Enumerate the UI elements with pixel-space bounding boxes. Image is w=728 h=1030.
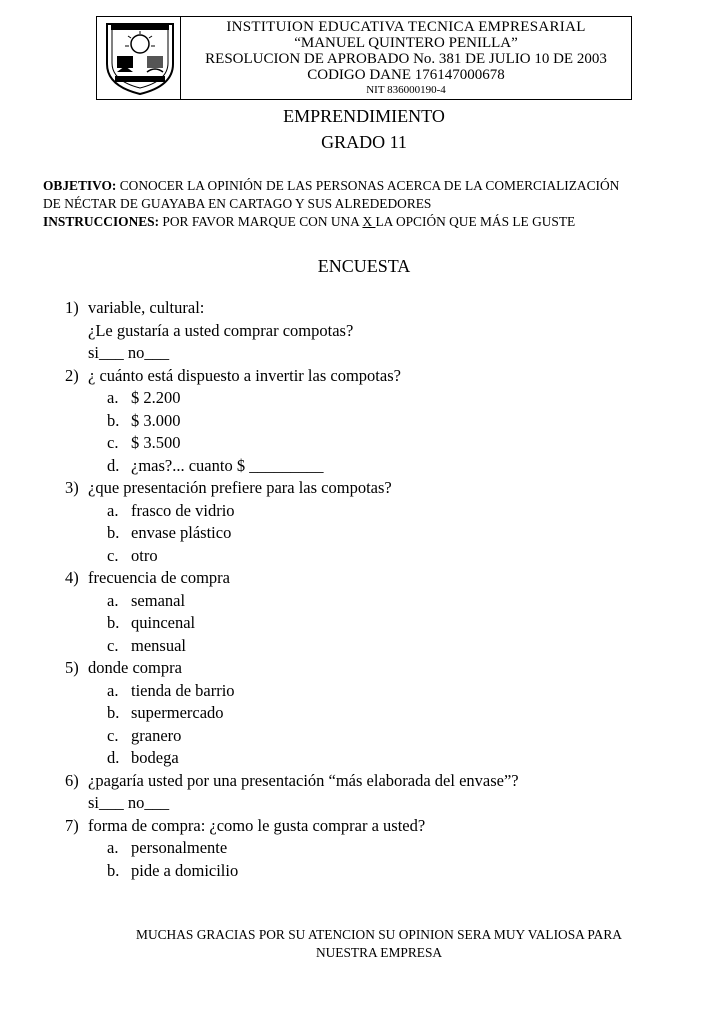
grade-title: GRADO 11 (321, 132, 407, 152)
question-7 (0, 815, 728, 837)
school-name: “MANUEL QUINTERO PENILLA” (294, 35, 518, 51)
option-text: $ 3.000 (131, 411, 181, 430)
option-text: otro (131, 546, 158, 565)
dane-code: CODIGO DANE 176147000678 (307, 67, 505, 83)
objective-line2: DE NÉCTAR DE GUAYABA EN CARTAGO Y SUS ALREDEDORES (43, 196, 432, 211)
option-letter: b. (107, 613, 120, 632)
option-text: mensual (131, 636, 186, 655)
option-item (0, 410, 728, 432)
subject-title: EMPRENDIMIENTO (283, 106, 445, 126)
option-letter: a. (107, 838, 119, 857)
option-letter: c. (107, 433, 119, 452)
yes-no-answer-line: si___ no___ (88, 343, 170, 362)
question-number: 1) (65, 298, 79, 317)
option-item (0, 837, 728, 859)
objective-line1: CONOCER LA OPINIÓN DE LAS PERSONAS ACERCA DE LA COMERCIALIZACIÓN (116, 178, 620, 193)
option-letter: a. (107, 591, 119, 610)
nit-line: NIT 836000190-4 (366, 84, 446, 96)
question-1-answer (0, 342, 728, 364)
option-item (0, 500, 728, 522)
question-number: 6) (65, 771, 79, 790)
option-text: envase plástico (131, 523, 232, 542)
question-text: variable, cultural: (88, 298, 205, 317)
option-item (0, 635, 728, 657)
question-1-sub (0, 320, 728, 342)
option-item (0, 612, 728, 634)
option-text: $ 3.500 (131, 433, 181, 452)
option-text: granero (131, 726, 182, 745)
instructions-text-after: LA OPCIÓN QUE MÁS LE GUSTE (375, 214, 576, 229)
question-text: ¿que presentación prefiere para las compotas? (88, 478, 392, 497)
option-letter: a. (107, 388, 119, 407)
question-text: ¿ cuánto está dispuesto a invertir las compotas? (88, 366, 401, 385)
option-text: semanal (131, 591, 186, 610)
question-text: forma de compra: ¿como le gusta comprar a usted? (88, 816, 426, 835)
instructions-text-before: POR FAVOR MARQUE CON UNA (159, 214, 363, 229)
option-text: tienda de barrio (131, 681, 235, 700)
instructions-paragraph (43, 213, 703, 231)
option-letter: d. (107, 748, 120, 767)
footer-thanks-line2: NUESTRA EMPRESA (315, 945, 443, 960)
option-item (0, 522, 728, 544)
option-letter: c. (107, 636, 119, 655)
question-number: 5) (65, 658, 79, 677)
school-crest-logo (103, 20, 177, 96)
question-6 (0, 770, 728, 792)
question-text: frecuencia de compra (88, 568, 230, 587)
option-text: $ 2.200 (131, 388, 181, 407)
letterhead (96, 16, 632, 100)
instructions-mark: X (362, 214, 376, 229)
option-text: quincenal (131, 613, 196, 632)
question-4 (0, 567, 728, 589)
question-text: donde compra (88, 658, 182, 677)
question-3 (0, 477, 728, 499)
option-item (0, 702, 728, 724)
objective-paragraph (43, 177, 703, 213)
option-item (0, 545, 728, 567)
option-letter: c. (107, 546, 119, 565)
objective-label: OBJETIVO: (43, 178, 117, 193)
question-text: ¿pagaría usted por una presentación “más elaborada del envase”? (88, 771, 519, 790)
letterhead-text (181, 17, 631, 97)
option-text: bodega (131, 748, 179, 767)
institution-name: INSTITUION EDUCATIVA TECNICA EMPRESARIAL (226, 19, 586, 35)
question-5 (0, 657, 728, 679)
logo-cell (97, 17, 181, 99)
option-letter: b. (107, 703, 120, 722)
option-text: pide a domicilio (131, 861, 239, 880)
option-text: personalmente (131, 838, 228, 857)
option-letter: a. (107, 501, 119, 520)
question-number: 7) (65, 816, 79, 835)
resolution-line: RESOLUCION DE APROBADO No. 381 DE JULIO 10 DE 2003 (205, 51, 607, 67)
option-item (0, 387, 728, 409)
option-letter: b. (107, 411, 120, 430)
option-letter: b. (107, 861, 120, 880)
question-1 (0, 297, 728, 319)
option-item (0, 590, 728, 612)
option-item (0, 432, 728, 454)
option-text: supermercado (131, 703, 224, 722)
option-item (0, 455, 728, 477)
question-number: 4) (65, 568, 79, 587)
option-text: frasco de vidrio (131, 501, 235, 520)
yes-no-answer-line: si___ no___ (88, 793, 170, 812)
option-letter: a. (107, 681, 119, 700)
option-text: ¿mas?... cuanto $ _________ (131, 456, 324, 475)
question-subtext: ¿Le gustaría a usted comprar compotas? (88, 321, 354, 340)
question-number: 2) (65, 366, 79, 385)
question-6-answer (0, 792, 728, 814)
survey-title: ENCUESTA (317, 256, 411, 276)
option-item (0, 725, 728, 747)
option-item (0, 680, 728, 702)
option-item (0, 747, 728, 769)
question-2 (0, 365, 728, 387)
footer-thanks-line1: MUCHAS GRACIAS POR SU ATENCION SU OPINION SERA MUY VALIOSA PARA (136, 927, 622, 942)
option-letter: d. (107, 456, 120, 475)
instructions-label: INSTRUCCIONES: (43, 214, 160, 229)
option-item (0, 860, 728, 882)
question-number: 3) (65, 478, 79, 497)
option-letter: b. (107, 523, 120, 542)
option-letter: c. (107, 726, 119, 745)
